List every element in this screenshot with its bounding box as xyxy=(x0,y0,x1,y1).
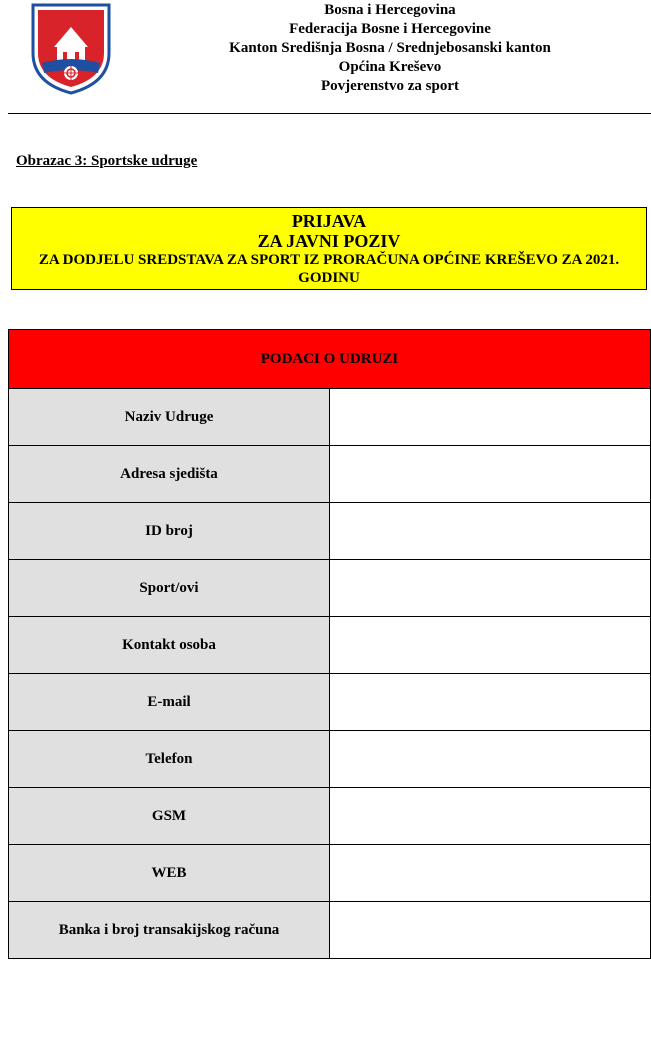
banner-description: ZA DODJELU SREDSTAVA ZA SPORT IZ PRORAČUNA OPĆINE KREŠEVO ZA 2021. GODINU xyxy=(38,252,620,286)
header-commission: Povjerenstvo za sport xyxy=(320,78,460,94)
contact-person-field[interactable] xyxy=(330,617,651,674)
row-label: E-mail xyxy=(9,674,330,731)
bank-account-field[interactable] xyxy=(330,902,651,959)
table-row xyxy=(9,560,651,617)
header-country: Bosna i Hercegovina xyxy=(324,2,456,18)
table-row xyxy=(9,389,651,446)
document-header xyxy=(130,1,650,96)
table-row xyxy=(9,674,651,731)
address-field[interactable] xyxy=(330,446,651,503)
table-row xyxy=(9,503,651,560)
table-row xyxy=(9,731,651,788)
row-label: Kontakt osoba xyxy=(9,617,330,674)
row-label: Naziv Udruge xyxy=(9,389,330,446)
association-data-table xyxy=(8,329,651,959)
email-field[interactable] xyxy=(330,674,651,731)
row-label: ID broj xyxy=(9,503,330,560)
web-field[interactable] xyxy=(330,845,651,902)
banner-title: PRIJAVA xyxy=(291,211,367,231)
title-banner xyxy=(11,207,647,290)
header-canton: Kanton Središnja Bosna / Srednjebosanski kanton xyxy=(229,40,551,56)
table-header-row xyxy=(9,330,651,389)
table-row xyxy=(9,446,651,503)
banner-subtitle: ZA JAVNI POZIV xyxy=(257,231,401,251)
row-label: WEB xyxy=(9,845,330,902)
row-label: GSM xyxy=(9,788,330,845)
association-name-field[interactable] xyxy=(330,389,651,446)
sports-field[interactable] xyxy=(330,560,651,617)
table-row xyxy=(9,845,651,902)
form-label: Obrazac 3: Sportske udruge xyxy=(16,153,198,169)
row-label: Adresa sjedišta xyxy=(9,446,330,503)
id-number-field[interactable] xyxy=(330,503,651,560)
table-row xyxy=(9,617,651,674)
row-label: Telefon xyxy=(9,731,330,788)
row-label: Banka i broj transakijskog računa xyxy=(9,902,330,959)
header-municipality: Općina Kreševo xyxy=(338,59,442,75)
gsm-field[interactable] xyxy=(330,788,651,845)
table-row xyxy=(9,902,651,959)
table-row xyxy=(9,788,651,845)
row-label: Sport/ovi xyxy=(9,560,330,617)
phone-field[interactable] xyxy=(330,731,651,788)
table-header: PODACI O UDRUZI xyxy=(9,330,651,389)
header-federation: Federacija Bosne i Hercegovine xyxy=(289,21,491,37)
header-divider xyxy=(8,113,651,114)
municipality-crest-icon xyxy=(30,3,112,95)
